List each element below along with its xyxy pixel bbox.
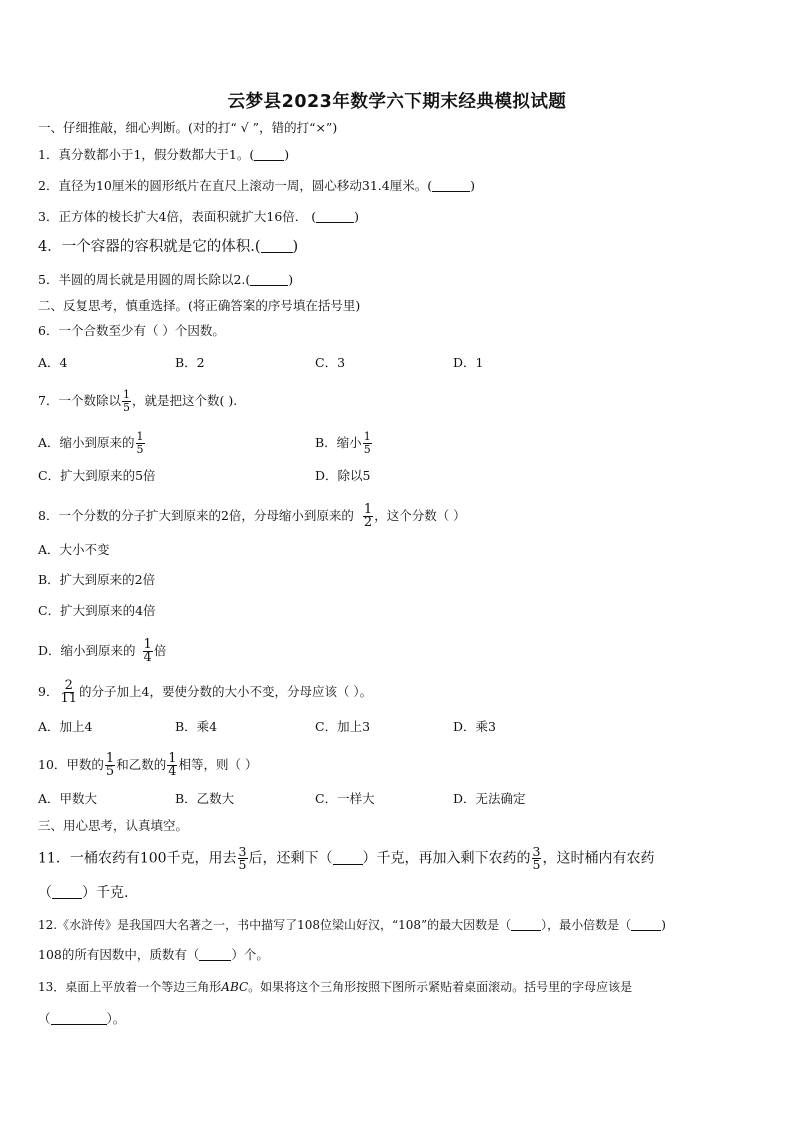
answer-blank-3[interactable]	[316, 210, 354, 223]
question-2: 2．直径为10厘米的圆形纸片在直尺上滚动一周，圆心移动31.4厘米。( )	[38, 178, 475, 193]
section3-heading: 三、用心思考，认真填空。	[38, 818, 189, 833]
page-title: 云梦县2023年数学六下期末经典模拟试题	[227, 92, 567, 112]
question-5: 5．半圆的周长就是用圆的周长除以2.( )	[38, 272, 294, 287]
fraction: $\frac{1}{5}$	[363, 430, 371, 456]
fraction: $\frac{1}{5}$	[105, 751, 115, 779]
section2-heading: 二、反复思考，慎重选择。(将正确答案的序号填在括号里)	[38, 298, 361, 313]
q10-option-a[interactable]: A．甲数大	[38, 791, 98, 806]
answer-blank-12b[interactable]	[631, 918, 661, 931]
q8-option-c[interactable]: C．扩大到原来的4倍	[38, 603, 156, 618]
answer-blank-4[interactable]	[261, 240, 293, 253]
q6-option-c[interactable]: C．3	[315, 355, 346, 370]
answer-blank-11b[interactable]	[52, 886, 82, 899]
fraction: $\frac{2}{11}$	[60, 678, 77, 706]
answer-blank-1[interactable]	[254, 148, 284, 161]
question-13-line2: （ ）。	[38, 1011, 126, 1026]
answer-blank-5[interactable]	[250, 273, 288, 286]
answer-blank-12c[interactable]	[199, 948, 231, 961]
fraction: $\frac{1}{2}$	[363, 502, 373, 530]
question-6: 6．一个合数至少有（ ）个因数。	[38, 323, 225, 338]
fraction: $\frac{3}{5}$	[532, 844, 541, 872]
q9-option-c[interactable]: C．加上3	[315, 719, 371, 734]
question-12: 12.《水浒传》是我国四大名著之一，书中描写了108位梁山好汉，“108”的最大因数是（ ），最小倍数是（ )	[38, 918, 666, 932]
q7-option-b[interactable]: B．缩小 $\frac{1}{5}$	[315, 430, 371, 456]
question-7: 7．一个数除以 $\frac{1}{5}$ ，就是把这个数( ).	[38, 388, 238, 414]
question-9: 9． $\frac{2}{11}$ 的分子加上4，要使分数的大小不变，分母应该（ ）。	[38, 678, 373, 706]
fraction: $\frac{1}{4}$	[168, 751, 177, 779]
q10-option-b[interactable]: B．乙数大	[175, 791, 235, 806]
question-11: 11．一桶农药有100千克，用去 $\frac{3}{5}$ 后，还剩下（ ）千克，再加入剩下农药的 $\frac{3}{5}$ ，这时桶内有农药	[38, 844, 655, 872]
triangle-label: ABC	[221, 980, 249, 994]
fraction: $\frac{1}{5}$	[122, 388, 130, 414]
answer-blank-13[interactable]	[51, 1012, 107, 1025]
question-1: 1．真分数都小于1，假分数都大于1。( )	[38, 147, 290, 162]
fraction: $\frac{1}{5}$	[136, 430, 144, 456]
q8-option-d[interactable]: D．缩小到原来的 $\frac{1}{4}$ 倍	[38, 637, 167, 665]
q10-option-c[interactable]: C．一样大	[315, 791, 375, 806]
answer-blank-2[interactable]	[432, 179, 470, 192]
question-12-line2: 108的所有因数中，质数有（ ）个。	[38, 947, 269, 962]
question-4: 4．一个容器的容积就是它的体积.( )	[38, 239, 299, 255]
question-8: 8．一个分数的分子扩大到原来的2倍，分母缩小到原来的 $\frac{1}{2}$ ，这个分数（ ）	[38, 502, 466, 530]
q10-option-d[interactable]: D．无法确定	[453, 791, 526, 806]
q9-option-a[interactable]: A．加上4	[38, 719, 93, 734]
q7-option-c[interactable]: C．扩大到原来的5倍	[38, 468, 156, 483]
q9-option-d[interactable]: D．乘3	[453, 719, 496, 734]
section1-heading: 一、仔细推敲，细心判断。(对的打“ √ ”，错的打“×”)	[38, 120, 338, 135]
question-10: 10．甲数的 $\frac{1}{5}$ 和乙数的 $\frac{1}{4}$ 相等，则（ ）	[38, 751, 258, 779]
q6-option-d[interactable]: D．1	[453, 355, 484, 370]
q6-option-b[interactable]: B．2	[175, 355, 205, 370]
q7-option-a[interactable]: A．缩小到原来的 $\frac{1}{5}$	[38, 430, 144, 456]
q7-option-d[interactable]: D．除以5	[315, 468, 371, 483]
answer-blank-12a[interactable]	[511, 918, 541, 931]
fraction: $\frac{3}{5}$	[238, 844, 247, 872]
question-11-line2: （ ）千克.	[38, 885, 129, 901]
q6-option-a[interactable]: A．4	[38, 355, 68, 370]
q8-option-a[interactable]: A．大小不变	[38, 542, 110, 557]
fraction: $\frac{1}{4}$	[143, 637, 152, 665]
q9-option-b[interactable]: B．乘4	[175, 719, 218, 734]
question-3: 3．正方体的棱长扩大4倍，表面积就扩大16倍． ( )	[38, 209, 360, 224]
question-13: 13．桌面上平放着一个等边三角形ABC。如果将这个三角形按照下图所示紧贴着桌面滚动。括号里的字母应该是	[38, 980, 633, 994]
answer-blank-11a[interactable]	[333, 852, 363, 865]
q8-option-b[interactable]: B．扩大到原来的2倍	[38, 572, 156, 587]
